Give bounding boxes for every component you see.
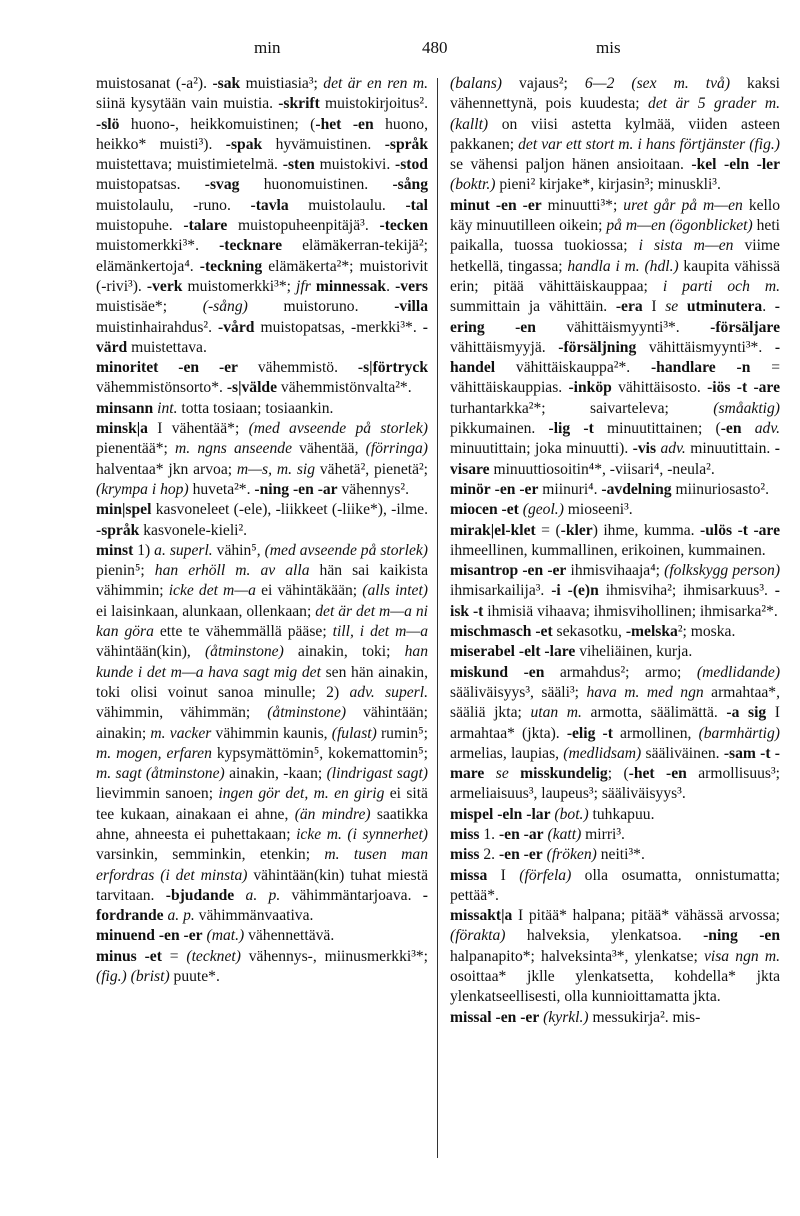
dictionary-entry: minsk|a I vähentää*; (med avseende på storlek) pienentää*; m. ngns anseende vähentää, (förringa) halventaa* jkn arvoa; m—s, m. sig vähetä², pienetä²; (krympa i hop) huveta²*. -ning -en -ar vähennys². — [96, 420, 429, 498]
dictionary-entry: miskund -en armahdus²; armo; (medlidande) sääliväisyys³, sääli³; hava m. med ngn armahtaa*, sääliä jkta; utan m. armotta, säälimättä. -a sig I armahtaa* (jkta). -elig -t armollinen, (barmhärtig) armelias, laupias, (medlidsam) sääliväinen. -sam -t -mare se misskundelig; (-het -en armollisuus³; armeliaisuus³, laupeus³; sääliväisyys³. — [450, 663, 781, 803]
left-column — [96, 74, 428, 987]
dictionary-entry: minsann int. totta tosiaan; tosiaankin. — [96, 399, 334, 417]
dictionary-entry: miss 1. -en -ar (katt) mirri³. — [450, 825, 625, 843]
dictionary-entry: missa I (förfela) olla osumatta, onnistumatta; pettää*. — [450, 866, 780, 904]
dictionary-entry: muistosanat (-a²). -sak muistiasia³; det är en ren m. siinä kysytään vain muistia. -skrift muistokirjoitus². -slö huono-, heikkomuistinen; (-het -en huono, heikko* muisti³). -spak hyvämuistinen. -språk muistettava; muistimietelmä. -sten muistokivi. -stod muistopatsas. -svag huonomuistinen. -sång muistolaulu, -runo. -tavla muistolaulu. -tal muistopuhe. -talare muistopuheenpitäjä³. -tecken muistomerkki³*. -tecknare elämäkerran-tekijä²; elämänkertoja⁴. -teckning elämäkerta²*; muistorivit (-rivi³). -verk muistomerkki³*; jfr minnessak. -vers muistisäe*; (-sång) muistoruno. -villa muistinhairahdus². -vård muistopatsas, -merkki³*. -värd muistettava. — [96, 75, 429, 356]
dictionary-entry: minut -en -er minuutti³*; uret går på m—en kello käy minuutilleen oikein; på m—en (ögonblicket) heti paikalla, tuossa tuokiossa; i sista m—en viime hetkellä, tingassa; handla i m. (hdl.) kaupita vähissä erin; pitää vähittäiskauppaa; i parti och m. summittain ja vähittäin. -era I se utminutera. -ering -en vähittäismyynti³*. -försäljare vähittäismyyjä. -försäljning vähittäismyynti³*. -handel vähittäiskauppa²*. -handlare -n = vähittäiskauppias. -inköp vähittäisosto. -iös -t -are turhantarkka²*; saivarteleva; (småaktig) pikkumainen. -lig -t minuutittainen; (-en adv. minuutittain; joka minuutti). -vis adv. minuutittain. -visare minuuttiosoitin⁴*, -viisari⁴, -neula². — [450, 196, 781, 478]
dictionary-entry: minuend -en -er (mat.) vähennettävä. — [96, 927, 335, 945]
dictionary-entry: miocen -et (geol.) mioseeni³. — [450, 501, 633, 519]
dictionary-entry: misantrop -en -er ihmisvihaaja⁴; (folkskygg person) ihmisarkailija³. -i -(e)n ihmisviha²; ihmisarkuus³. -isk -t ihmisiä vihaava; ihmisvihollinen; ihmisarka²*. — [450, 562, 781, 620]
dictionary-entry: mirak|el-klet = (-kler) ihme, kumma. -ulös -t -are ihmeellinen, kummallinen, erikoinen, kummainen. — [450, 521, 780, 559]
dictionary-entry: minör -en -er miinuri⁴. -avdelning miinuriosasto². — [450, 480, 769, 498]
page-number: 480 — [422, 38, 448, 57]
dictionary-entry: minst 1) a. superl. vähin⁵, (med avseende på storlek) pienin⁵; han erhöll m. av alla hän sai kaikista vähimmin; icke det m—a ei vähintäkään; (alls intet) ei laisinkaan, alunkaan, ollenkaan; det är det m—a ni kan göra ette te vähemmällä pääse; till, i det m—a vähintään(kin), (åtminstone) ainakin, toki; han kunde i det m—a hava sagt mig det sen hän ainakin, toki olisi voinut sanoa minulle; 2) adv. superl. vähimmin, vähimmän; (åtminstone) vähintään; ainakin; m. vacker vähimmin kaunis, (fulast) rumin⁵; m. mogen, erfaren kypsymättömin⁵, kokemattomin⁵; m. sagt (åtminstone) ainakin, -kaan; (lindrigast sagt) lievimmin sanoen; ingen gör det, m. en girig ei sitä tee kukaan, ainakaan ei ahne, (än mindre) saatikka ahne, ahneesta ei puhettakaan; icke m. (i synnerhet) varsinkin, semminkin, etenkin; m. tusen man erfordras (i det minsta) vähintään(kin) tuhat miestä tarvitaan. -bjudande a. p. vähimmäntarjoava. -fordrande a. p. vähimmänvaativa. — [96, 541, 429, 925]
dictionary-entry: min|spel kasvoneleet (-ele), -liikkeet (-liike*), -ilme. -språk kasvonele-kieli². — [96, 501, 428, 539]
left-guide-word: min — [254, 38, 281, 57]
dictionary-entry: miserabel -elt -lare viheliäinen, kurja. — [450, 643, 693, 661]
dictionary-entry: (balans) vajaus²; 6—2 (sex m. två) kaksi vähennettynä, pois kuudesta; det är 5 grader m. (kallt) on viisi astetta kylmää, viiden asteen pakkanen; det var ett stort m. i hans förtjänster (fig.) se vähensi paljon hänen ansioitaan. -kel -eln -ler (boktr.) pieni² kirjake*, kirjasin³; minuskli³. — [450, 75, 781, 194]
page-header — [96, 38, 716, 60]
dictionary-entry: missakt|a I pitää* halpana; pitää* vähässä arvossa; (förakta) halveksia, ylenkatsoa. -ning -en halpanapito*; halveksinta³*, ylenkatse; visa ngn m. osoittaa* jklle ylenkatsetta, kohdella* jkta ylenkatseellisesti, olla kunnioittamatta jkta. — [450, 907, 780, 1006]
dictionary-entry: minoritet -en -er vähemmistö. -s|förtryck vähemmistönsorto*. -s|välde vähemmistönvalta²*. — [96, 359, 428, 397]
right-column — [450, 74, 780, 1028]
dictionary-entry: minus -et = (tecknet) vähennys-, miinusmerkki³*; (fig.) (brist) puute*. — [96, 947, 429, 986]
dictionary-entry: mispel -eln -lar (bot.) tuhkapuu. — [450, 805, 655, 823]
dictionary-entry: missal -en -er (kyrkl.) messukirja². mis- — [450, 1008, 701, 1026]
right-guide-word: mis — [596, 38, 621, 57]
dictionary-entry: mischmasch -et sekasotku, -melska²; moska. — [450, 623, 736, 641]
dictionary-entry: miss 2. -en -er (fröken) neiti³*. — [450, 846, 645, 864]
column-divider — [437, 78, 438, 1158]
